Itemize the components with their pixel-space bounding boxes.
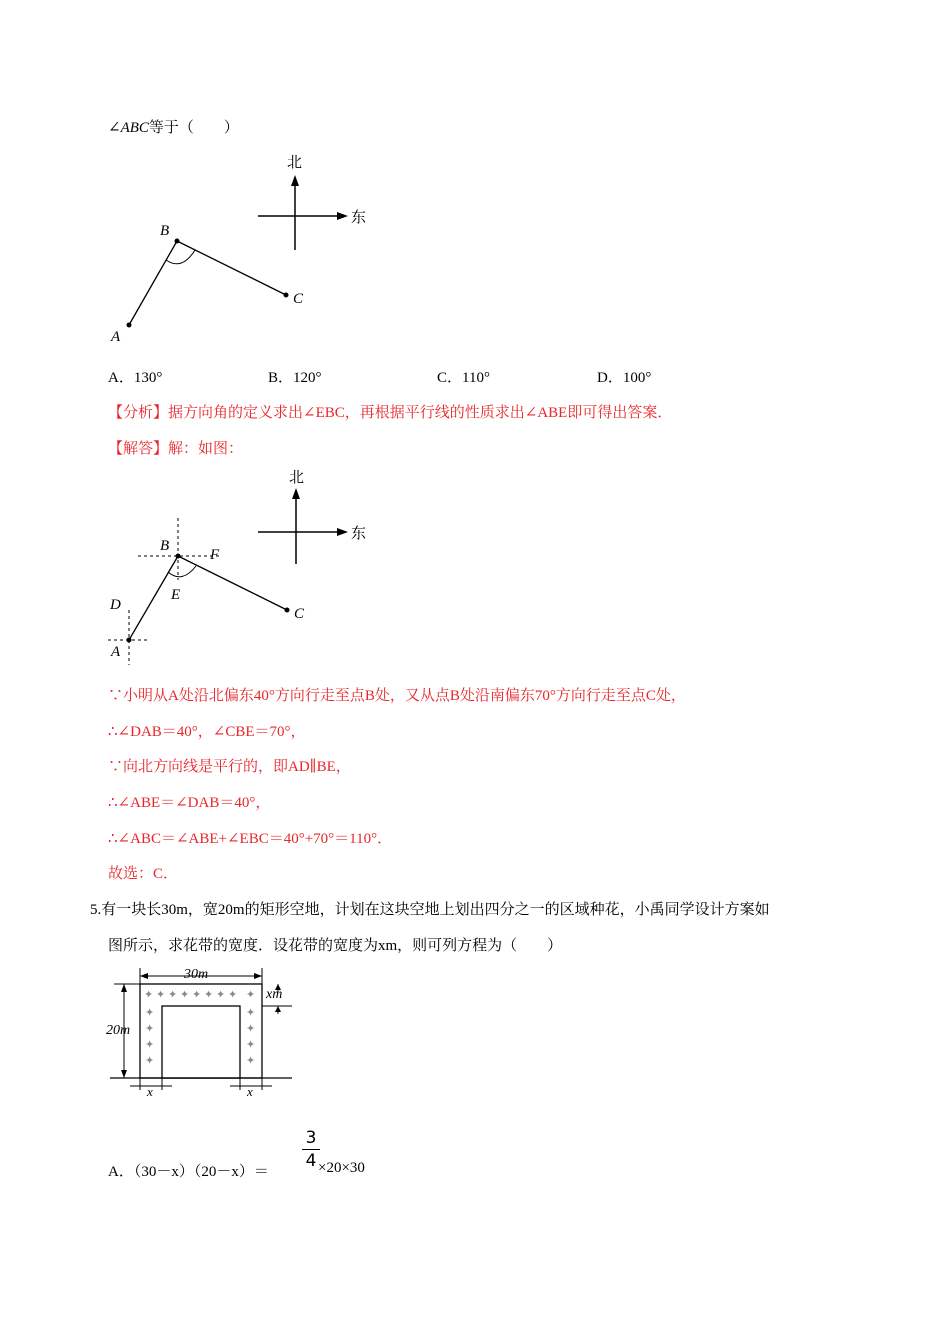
figure-solution	[100, 460, 380, 665]
q4-option-a[interactable]: A．130°	[108, 370, 163, 386]
point-b-2	[176, 554, 181, 559]
svg-text:✦: ✦	[144, 989, 154, 1001]
width-arrow-left	[140, 973, 148, 979]
q4-step-2: ∴∠DAB＝40°，∠CBE＝70°，	[108, 724, 306, 740]
solution-intro: 解：如图：	[168, 441, 244, 457]
fraction-bar	[302, 1149, 320, 1150]
q4-step-6: 故选：C．	[108, 866, 179, 882]
analysis-text: 据方向角的定义求出∠EBC，再根据平行线的性质求出∠ABE即可得出答案．	[168, 405, 673, 421]
angle-arc-2	[168, 566, 196, 577]
q5-line-1: 5.有一块长30m，宽20m的矩形空地，计划在这块空地上划出四分之一的区域种花，小禹同学设计方案如	[90, 902, 770, 918]
label-e: E	[171, 587, 181, 603]
q5-line-2: 图所示，求花带的宽度．设花带的宽度为xm，则可列方程为（ ）	[108, 938, 563, 954]
svg-text:✦: ✦	[246, 1055, 256, 1067]
segment-bc	[177, 241, 286, 295]
width-label: 30m	[184, 967, 209, 982]
point-a-2	[127, 638, 132, 643]
svg-text:✦: ✦	[180, 989, 190, 1001]
width-arrow-right	[254, 973, 262, 979]
east-label-2: 东	[351, 524, 367, 542]
east-arrow	[337, 212, 348, 220]
q4-step-5: ∴∠ABC＝∠ABE+∠EBC＝40°+70°＝110°．	[108, 831, 393, 847]
svg-text:✦: ✦	[246, 1023, 256, 1035]
point-c	[284, 293, 289, 298]
q4-stem-text: 等于（ ）	[148, 120, 239, 136]
q4-option-d[interactable]: D．100°	[597, 370, 652, 386]
svg-text:✦: ✦	[156, 989, 166, 1001]
svg-text:✦: ✦	[246, 1039, 256, 1051]
q4-step-3: ∵向北方向线是平行的，即AD∥BE，	[108, 759, 351, 775]
q5-option-a[interactable]	[108, 1160, 269, 1181]
band-label: xm	[266, 987, 283, 1002]
svg-text:✦: ✦	[192, 989, 202, 1001]
north-arrow	[291, 175, 299, 186]
svg-text:✦: ✦	[145, 1007, 155, 1019]
svg-text:✦: ✦	[246, 989, 256, 1001]
q5-option-letter: A．	[108, 1164, 134, 1180]
svg-text:✦: ✦	[216, 989, 226, 1001]
label-f: F	[210, 547, 220, 563]
svg-text:✦: ✦	[145, 1039, 155, 1051]
q4-option-b[interactable]: B．120°	[268, 370, 322, 386]
svg-text:✦: ✦	[145, 1055, 155, 1067]
label-b-2: B	[160, 538, 170, 554]
q4-step-1: ∵小明从A处沿北偏东40°方向行走至点B处，又从点B处沿南偏东70°方向行走至点C处，	[108, 688, 686, 704]
fraction-numerator: 3	[305, 1128, 317, 1148]
label-b: B	[160, 223, 170, 239]
north-label: 北	[287, 153, 303, 171]
height-arrow-top	[121, 984, 127, 992]
q4-option-c[interactable]: C．110°	[437, 370, 490, 386]
label-c: C	[293, 291, 304, 307]
q4-analysis	[108, 401, 672, 422]
solution-tag: 【解答】	[108, 441, 169, 457]
north-arrow-2	[292, 488, 300, 499]
north-label-2: 北	[289, 468, 305, 486]
svg-text:✦: ✦	[228, 989, 238, 1001]
figure-flower-band	[100, 962, 300, 1098]
east-arrow-2	[337, 528, 348, 536]
analysis-tag: 【分析】	[108, 405, 169, 421]
label-c-2: C	[294, 606, 305, 622]
q4-step-4: ∴∠ABE＝∠DAB＝40°，	[108, 795, 271, 811]
svg-text:✦: ✦	[246, 1007, 256, 1019]
svg-text:✦: ✦	[204, 989, 214, 1001]
label-a: A	[111, 329, 121, 345]
band-arrow-bottom	[275, 1006, 281, 1012]
east-label: 东	[351, 208, 367, 226]
figure-route-abc	[100, 145, 380, 350]
label-d: D	[110, 597, 121, 613]
q4-solution-intro	[108, 437, 243, 458]
x-label-right: x	[247, 1084, 253, 1098]
fraction-denominator: 4	[305, 1151, 317, 1171]
height-label: 20m	[106, 1023, 131, 1038]
segment-ab	[129, 241, 177, 325]
segment-bc-2	[178, 556, 287, 610]
x-label-left: x	[147, 1084, 153, 1098]
label-a-2: A	[111, 644, 121, 660]
point-a	[127, 323, 132, 328]
svg-text:✦: ✦	[145, 1023, 155, 1035]
point-b	[175, 239, 180, 244]
inner-rect	[162, 1006, 240, 1078]
q4-stem-angle: ∠ABC	[108, 120, 149, 136]
q5-option-tail: ×20×30	[318, 1160, 365, 1176]
height-arrow-bottom	[121, 1070, 127, 1078]
point-c-2	[285, 608, 290, 613]
svg-text:✦: ✦	[168, 989, 178, 1001]
q5-option-expr: （30－x）（20－x）＝	[133, 1164, 269, 1180]
q4-stem	[108, 116, 239, 137]
